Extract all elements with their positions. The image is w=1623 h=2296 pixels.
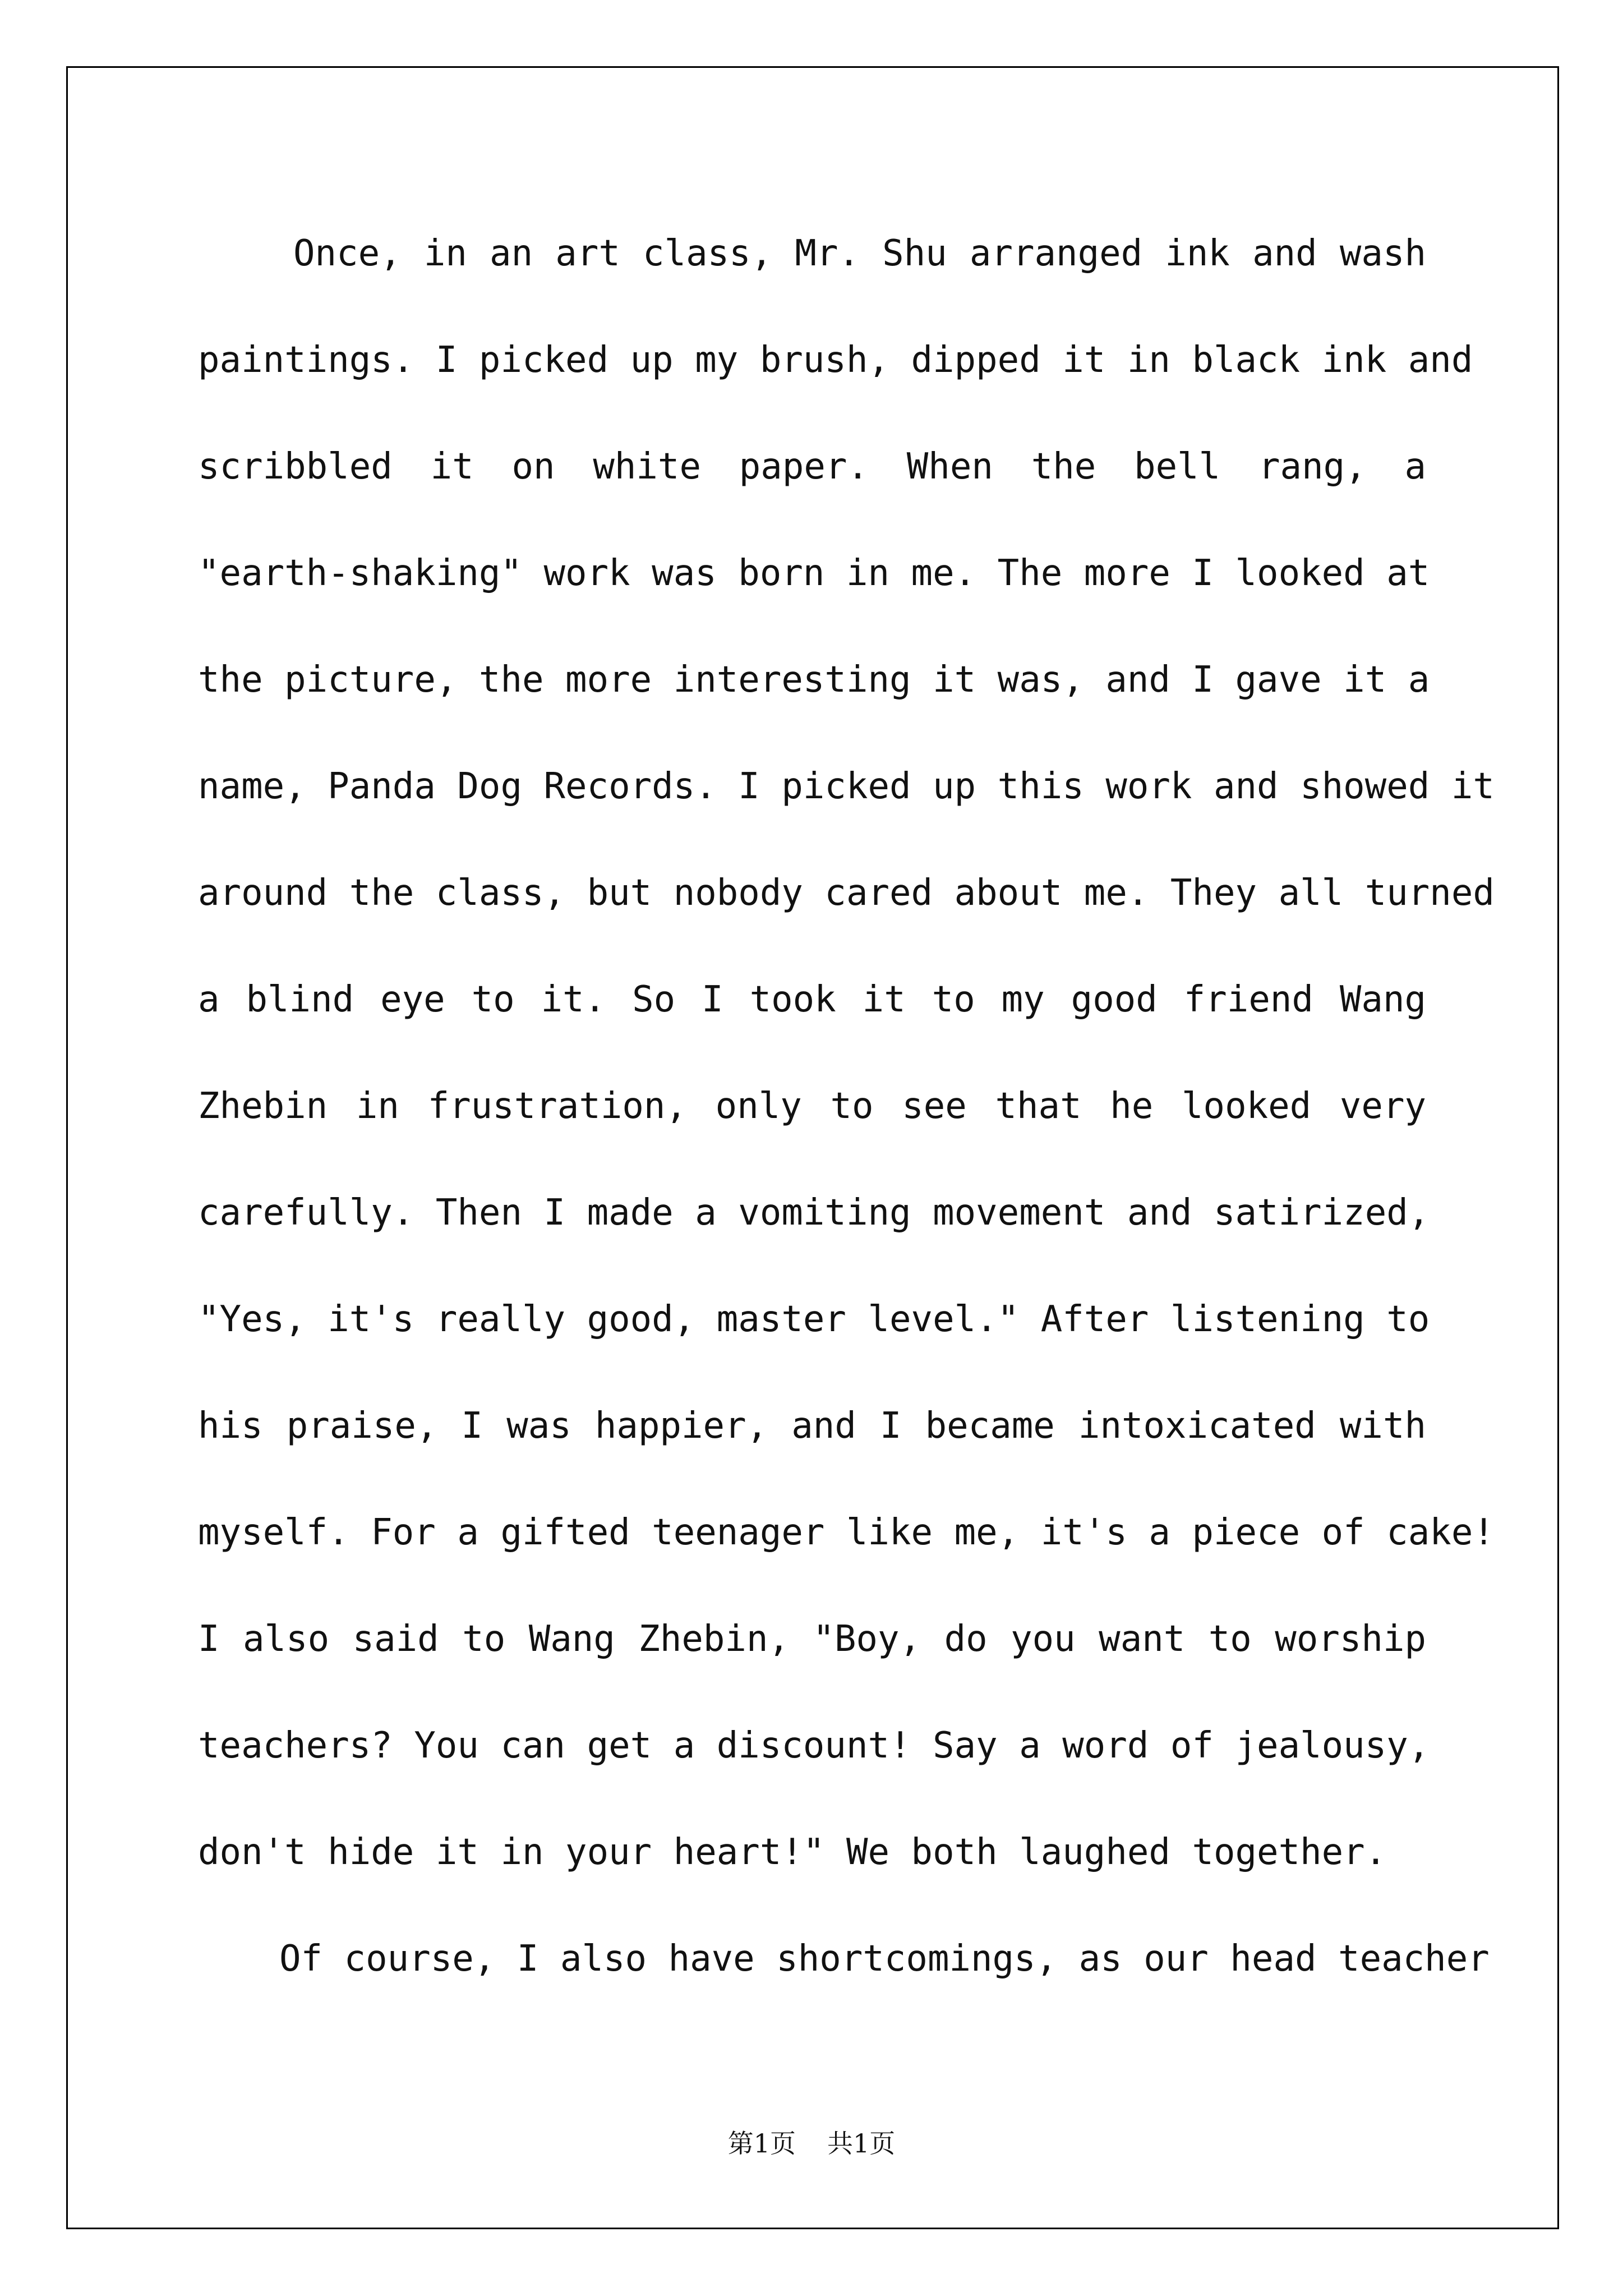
text-line-1: Once, in an art class, Mr. Shu arranged ink and wash bbox=[293, 233, 1426, 274]
text-line-15: teachers? You can get a discount! Say a word of jealousy, bbox=[198, 1725, 1430, 1766]
text-line-5: the picture, the more interesting it was, and I gave it a bbox=[198, 659, 1430, 701]
text-line-16: don't hide it in your heart!" We both laughed together. bbox=[198, 1832, 1387, 1873]
text-line-13: myself. For a gifted teenager like me, it's a piece of cake! bbox=[198, 1512, 1495, 1553]
page-number-current: 第1页 bbox=[727, 2128, 796, 2159]
page-footer bbox=[0, 2123, 1623, 2160]
text-line-7: around the class, but nobody cared about me. They all turned bbox=[198, 872, 1495, 914]
text-line-9: Zhebin in frustration, only to see that he looked very bbox=[198, 1085, 1426, 1127]
text-line-17: Of course, I also have shortcomings, as our head teacher bbox=[279, 1938, 1490, 1980]
text-line-8: a blind eye to it. So I took it to my good friend Wang bbox=[198, 979, 1426, 1020]
text-line-6: name, Panda Dog Records. I picked up this work and showed it bbox=[198, 766, 1495, 807]
text-line-2: paintings. I picked up my brush, dipped it in black ink and bbox=[198, 339, 1473, 381]
page-number-total: 共1页 bbox=[827, 2128, 896, 2159]
text-line-14: I also said to Wang Zhebin, "Boy, do you want to worship bbox=[198, 1618, 1426, 1660]
text-line-11: "Yes, it's really good, master level." After listening to bbox=[198, 1299, 1430, 1340]
text-line-10: carefully. Then I made a vomiting movement and satirized, bbox=[198, 1192, 1430, 1234]
text-line-4: "earth-shaking" work was born in me. The more I looked at bbox=[198, 553, 1430, 594]
text-line-3: scribbled it on white paper. When the bell rang, a bbox=[198, 446, 1426, 487]
text-line-12: his praise, I was happier, and I became intoxicated with bbox=[198, 1405, 1426, 1447]
